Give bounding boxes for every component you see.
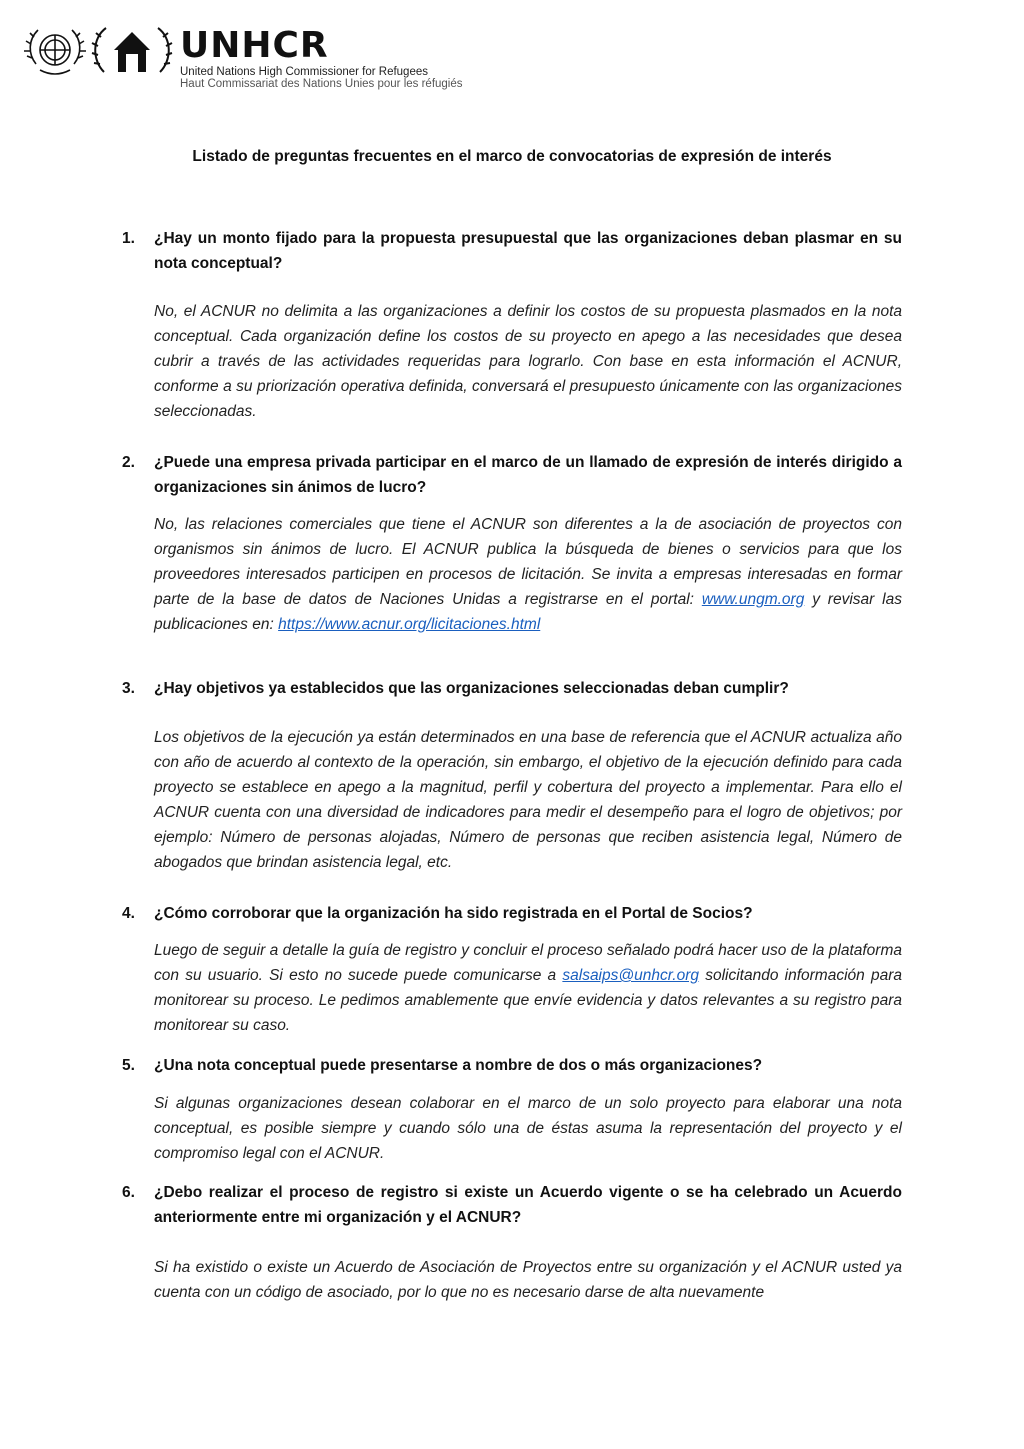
question-text: ¿Hay objetivos ya establecidos que las organizaciones seleccionadas deban cumplir? <box>154 680 789 697</box>
document-header <box>22 24 502 104</box>
question-text: ¿Debo realizar el proceso de registro si existe un Acuerdo vigente o se ha celebrado un Acuerdo anteriormente entre mi organización y el ACNUR? <box>154 1184 902 1226</box>
question-number: 2. <box>122 454 135 471</box>
answer-text-part: No, las relaciones comerciales que tiene el ACNUR son diferentes a la de asociación de proyectos con organismos sin ánimos de lucro. El ACNUR publica la búsqueda de bienes o servicios para que los proveedores interesados participen en procesos de licitación. Se invita a empresas interesadas en formar parte de la base de datos de Naciones Unidas a registrarse en el portal: <box>154 516 902 608</box>
answer-text: No, el ACNUR no delimita a las organizaciones a definir los costos de su propuesta plasmados en la nota conceptual. Cada organización define los costos de su proyecto en apego a las necesidades que desea cubrir a través de las actividades requeridas para lograrlo. Con base en esta información el ACNUR, conforme a su priorización operativa definida, conversará el presupuesto únicamente con las organizaciones seleccionadas. <box>154 303 902 420</box>
question-number: 3. <box>122 680 135 697</box>
brand-tagline-fr: Haut Commissariat des Nations Unies pour les réfugiés <box>180 78 463 90</box>
question-text: ¿Hay un monto fijado para la propuesta presupuestal que las organizaciones deban plasmar en su nota conceptual? <box>154 230 902 272</box>
question-number: 6. <box>122 1184 135 1201</box>
answer-text-part: solicitando información para monitorear su proceso. Le pedimos amablemente que envíe evidencia y datos relevantes a su registro para monitorear su caso. <box>154 967 902 1034</box>
unhcr-emblem-icon <box>90 24 174 80</box>
page-title: Listado de preguntas frecuentes en el marco de convocatorias de expresión de interés <box>192 148 832 165</box>
email-link[interactable]: salsaips@unhcr.org <box>562 967 700 984</box>
answer-text: Si ha existido o existe un Acuerdo de Asociación de Proyectos entre su organización y el ACNUR usted ya cuenta con un código de asociado, por lo que no es necesario darse de alta nuevamente <box>154 1259 902 1301</box>
acnur-licitaciones-link[interactable]: https://www.acnur.org/licitaciones.html <box>278 616 541 633</box>
brand-block <box>180 25 463 90</box>
question-number: 4. <box>122 905 135 922</box>
question-number: 5. <box>122 1057 135 1074</box>
answer-text <box>154 938 902 1038</box>
question-text: ¿Cómo corroborar que la organización ha sido registrada en el Portal de Socios? <box>154 905 753 922</box>
brand-tagline-en: United Nations High Commissioner for Refugees <box>180 66 428 78</box>
answer-text <box>154 512 902 637</box>
question-number: 1. <box>122 230 135 247</box>
brand-name: UNHCR <box>180 25 329 66</box>
answer-text: Los objetivos de la ejecución ya están determinados en una base de referencia que el ACNUR actualiza año con año de acuerdo al contexto de la operación, sin embargo, el objetivo de la ejecución definido para cada proyecto se establece en apego a la magnitud, perfil y cobertura del proyecto a implementar. Para ello el ACNUR cuenta con una diversidad de indicadores para medir el desempeño para el logro de objetivos; por ejemplo: Número de personas alojadas, Número de personas que reciben asistencia legal, Número de abogados que brindan asistencia legal, etc. <box>154 729 902 871</box>
ungm-link[interactable]: www.ungm.org <box>701 591 805 608</box>
answer-text-part: Luego de seguir a detalle la guía de registro y concluir el proceso señalado podrá hacer uso de la plataforma con su usuario. Si esto no sucede puede comunicarse a <box>154 942 902 984</box>
answer-text-part: y revisar las publicaciones en: <box>154 591 902 633</box>
answer-text: Si algunas organizaciones desean colaborar en el marco de un solo proyecto para elaborar una nota conceptual, es posible siempre y cuando sólo una de éstas asuma la representación del proyecto y el compromiso legal con el ACNUR. <box>154 1095 902 1162</box>
question-text: ¿Una nota conceptual puede presentarse a nombre de dos o más organizaciones? <box>154 1057 763 1074</box>
un-emblem-icon <box>22 24 88 80</box>
question-text: ¿Puede una empresa privada participar en el marco de un llamado de expresión de interés dirigido a organizaciones sin ánimos de lucro? <box>154 454 902 496</box>
